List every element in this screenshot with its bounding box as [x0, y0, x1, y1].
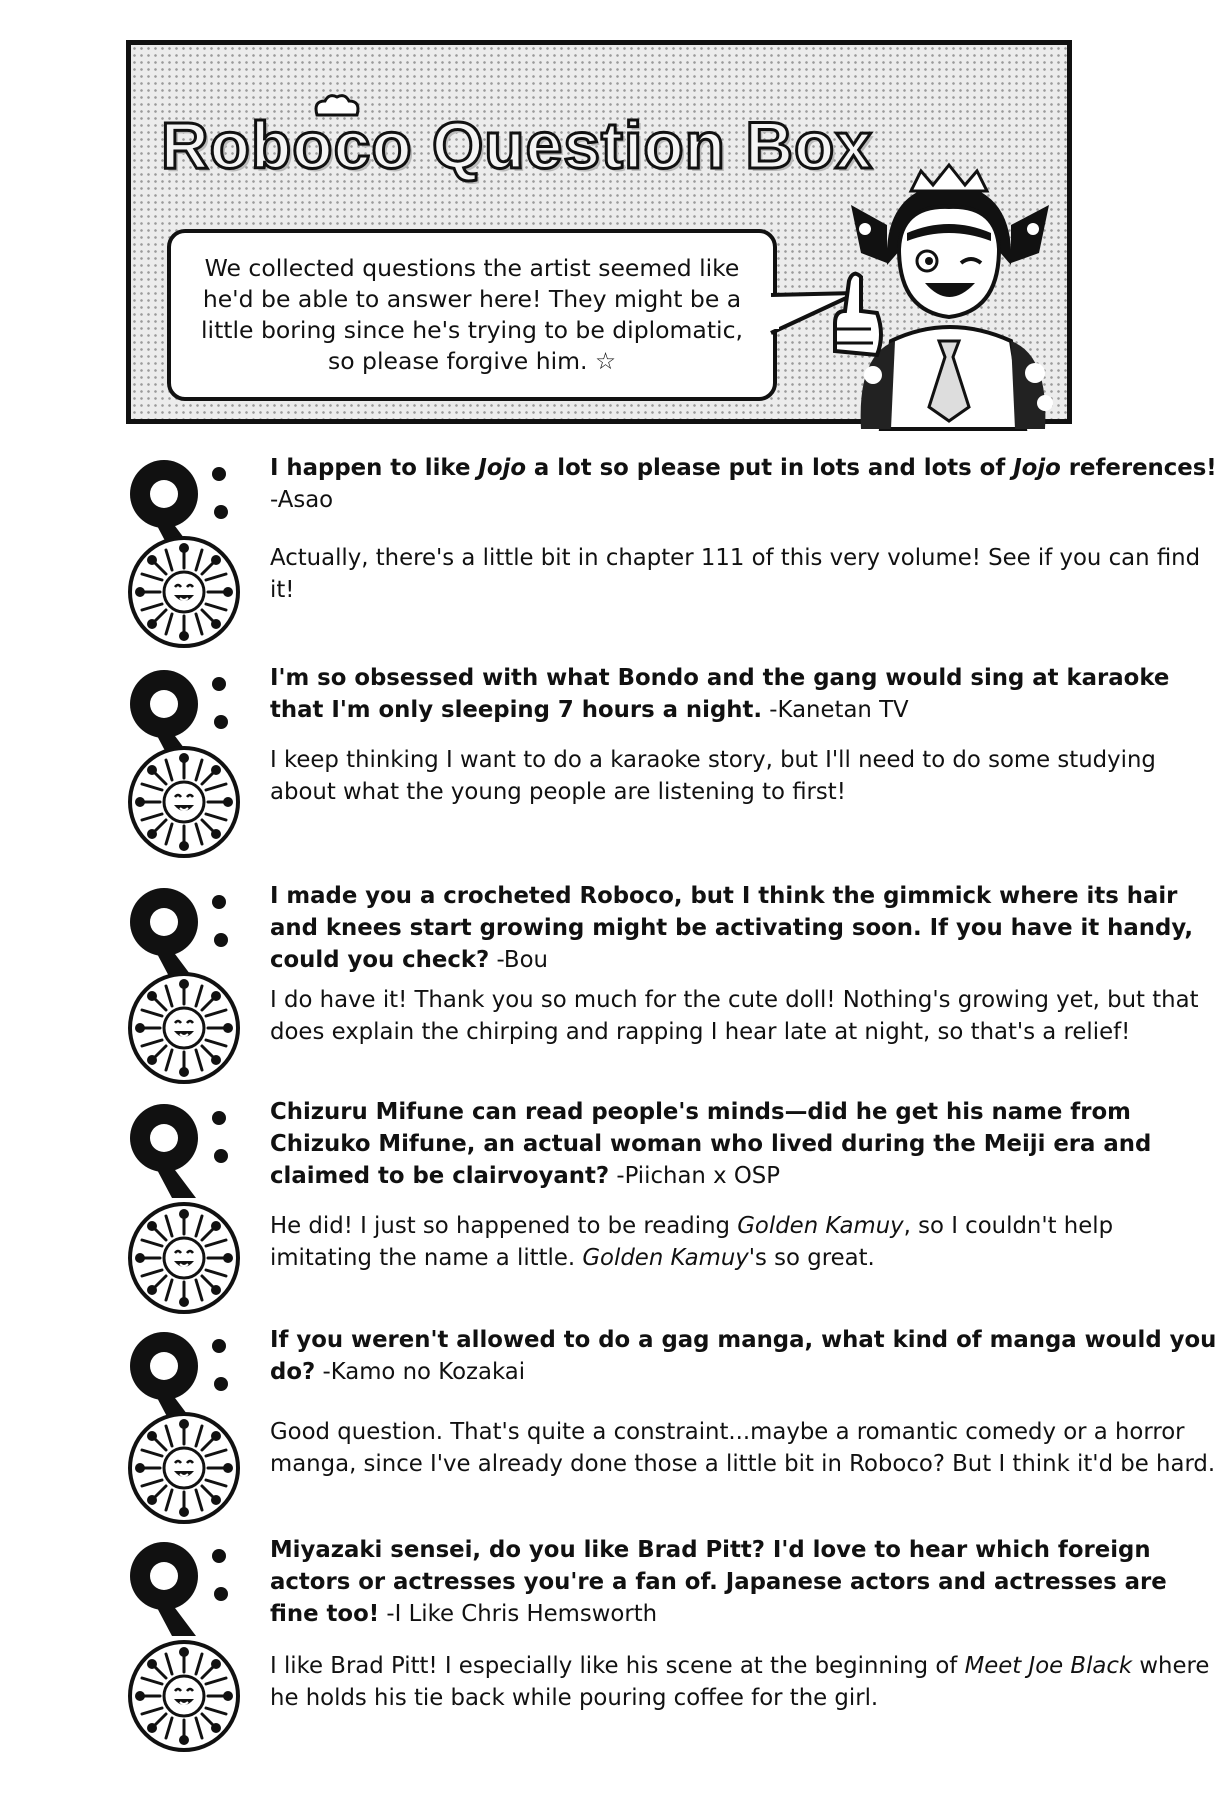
question-text: I made you a crocheted Roboco, but I think the gimmick where its hair and knees start growing might be activating soon. If you have it handy, could you check? -Bou	[270, 883, 1194, 973]
artist-face-icon	[126, 970, 242, 1086]
answer-text: I do have it! Thank you so much for the cute doll! Nothing's growing yet, but that does explain the chirping and rapping I hear late at night, so that's a relief!	[270, 987, 1199, 1045]
asker-name: -Kanetan TV	[762, 697, 909, 723]
artist-face-icon	[126, 1410, 242, 1526]
asker-name: -I Like Chris Hemsworth	[379, 1601, 658, 1627]
artist-face-icon	[126, 744, 242, 860]
intro-text: We collected questions the artist seemed like he'd be able to answer here! They might be a little boring since he's trying to be diplomatic, so please forgive him. ☆	[201, 254, 743, 375]
answer-text: I like Brad Pitt! I especially like his scene at the beginning of Meet Joe Black where he holds his tie back while pouring coffee for the girl.	[270, 1653, 1210, 1711]
asker-name: -Piichan x OSP	[609, 1163, 781, 1189]
answer-text: I keep thinking I want to do a karaoke story, but I'll need to do some studying about what the young people are listening to first!	[270, 747, 1156, 805]
question-text: Miyazaki sensei, do you like Brad Pitt? I'd love to hear which foreign actors or actresses you're a fan of. Japanese actors and actresses are fine too! -I Like Chris Hemsworth	[270, 1537, 1167, 1627]
q-letter-icon	[126, 1530, 242, 1642]
page-title: Roboco Question Box	[161, 108, 873, 182]
answer-text: He did! I just so happened to be reading Golden Kamuy, so I couldn't help imitating the name a little. Golden Kamuy's so great.	[270, 1213, 1114, 1271]
artist-face-icon	[126, 1638, 242, 1754]
answer-text: Good question. That's quite a constraint...maybe a romantic comedy or a horror manga, since I've already done those a little bit in Roboco? But I think it'd be hard.	[270, 1419, 1216, 1477]
asker-name: -Kamo no Kozakai	[315, 1359, 526, 1385]
asker-name: -Bou	[489, 947, 548, 973]
artist-face-icon	[126, 1200, 242, 1316]
question-text: I'm so obsessed with what Bondo and the gang would sing at karaoke that I'm only sleeping 7 hours a night. -Kanetan TV	[270, 665, 1170, 723]
question-text: Chizuru Mifune can read people's minds—did he get his name from Chizuko Mifune, an actual woman who lived during the Meiji era and claimed to be clairvoyant? -Piichan x OSP	[270, 1099, 1152, 1189]
question-text: I happen to like Jojo a lot so please put in lots and lots of Jojo references! -Asao	[270, 455, 1217, 513]
question-text: If you weren't allowed to do a gag manga, what kind of manga would you do? -Kamo no Kozakai	[270, 1327, 1217, 1385]
artist-face-icon	[126, 534, 242, 650]
answer-text: Actually, there's a little bit in chapter 111 of this very volume! See if you can find it!	[270, 545, 1201, 603]
q-letter-icon	[126, 1092, 242, 1204]
asker-name: -Asao	[270, 487, 334, 513]
